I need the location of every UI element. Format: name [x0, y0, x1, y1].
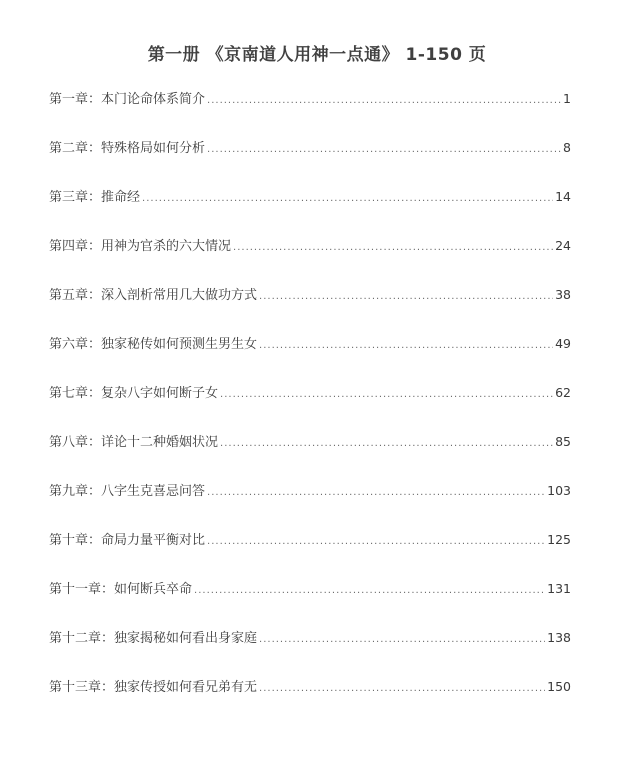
- page-number: 150: [547, 679, 571, 694]
- dot-leader: [194, 585, 545, 596]
- toc-entry: [49, 529, 571, 578]
- dot-leader: [220, 389, 553, 400]
- chapter-title: 独家揭秘如何看出身家庭: [114, 631, 258, 646]
- dot-leader: [142, 193, 553, 204]
- page-number: 138: [547, 630, 571, 645]
- chapter-title: 独家秘传如何预测生男生女: [101, 337, 258, 352]
- chapter-title: 本门论命体系简介: [101, 92, 206, 107]
- dot-leader: [233, 242, 553, 253]
- chapter-number: 第四章：: [49, 239, 102, 254]
- page-number: 62: [555, 385, 571, 400]
- toc-entry: [49, 627, 571, 676]
- chapter-number: 第九章：: [49, 484, 102, 499]
- chapter-number: 第五章：: [49, 288, 102, 303]
- chapter-number: 第十二章：: [49, 631, 115, 646]
- chapter-number: 第三章：: [49, 190, 102, 205]
- page-number: 38: [555, 287, 571, 302]
- page-number: 131: [547, 581, 571, 596]
- toc-entry: [49, 88, 571, 137]
- dot-leader: [220, 438, 553, 449]
- toc-entry: [49, 480, 571, 529]
- dot-leader: [259, 683, 545, 694]
- chapter-number: 第十章：: [49, 533, 102, 548]
- page-number: 8: [563, 140, 571, 155]
- chapter-title: 复杂八字如何断子女: [101, 386, 219, 401]
- chapter-number: 第一章：: [49, 92, 102, 107]
- toc-entry: [49, 382, 571, 431]
- dot-leader: [207, 487, 545, 498]
- chapter-title: 如何断兵卒命: [114, 582, 193, 597]
- page-number: 1: [563, 91, 571, 106]
- chapter-number: 第八章：: [49, 435, 102, 450]
- page-title: 第一册 《京南道人用神一点通》 1-150 页: [147, 45, 487, 65]
- chapter-title: 命局力量平衡对比: [101, 533, 206, 548]
- page-number: 14: [555, 189, 571, 204]
- toc-entry: [49, 431, 571, 480]
- toc-entry: [49, 186, 571, 235]
- toc-entry: [49, 676, 571, 725]
- chapter-title: 八字生克喜忌问答: [101, 484, 206, 499]
- page-number: 103: [547, 483, 571, 498]
- toc-entry: [49, 578, 571, 627]
- toc-entry: [49, 235, 571, 284]
- chapter-title: 推命经: [101, 190, 141, 205]
- page-number: 49: [555, 336, 571, 351]
- chapter-number: 第六章：: [49, 337, 102, 352]
- chapter-title: 独家传授如何看兄弟有无: [114, 680, 258, 695]
- chapter-title: 深入剖析常用几大做功方式: [101, 288, 258, 303]
- chapter-number: 第十三章：: [49, 680, 115, 695]
- toc-entry: [49, 284, 571, 333]
- dot-leader: [207, 95, 561, 106]
- page-number: 85: [555, 434, 571, 449]
- page-number: 24: [555, 238, 571, 253]
- toc-entry: [49, 333, 571, 382]
- table-of-contents: [49, 88, 571, 725]
- toc-entry: [49, 137, 571, 186]
- dot-leader: [259, 340, 553, 351]
- chapter-number: 第七章：: [49, 386, 102, 401]
- dot-leader: [207, 536, 545, 547]
- page-number: 125: [547, 532, 571, 547]
- chapter-number: 第二章：: [49, 141, 102, 156]
- chapter-title: 特殊格局如何分析: [101, 141, 206, 156]
- chapter-title: 详论十二种婚姻状况: [101, 435, 219, 450]
- chapter-number: 第十一章：: [49, 582, 115, 597]
- dot-leader: [259, 291, 553, 302]
- dot-leader: [207, 144, 561, 155]
- dot-leader: [259, 634, 545, 645]
- chapter-title: 用神为官杀的六大情况: [101, 239, 232, 254]
